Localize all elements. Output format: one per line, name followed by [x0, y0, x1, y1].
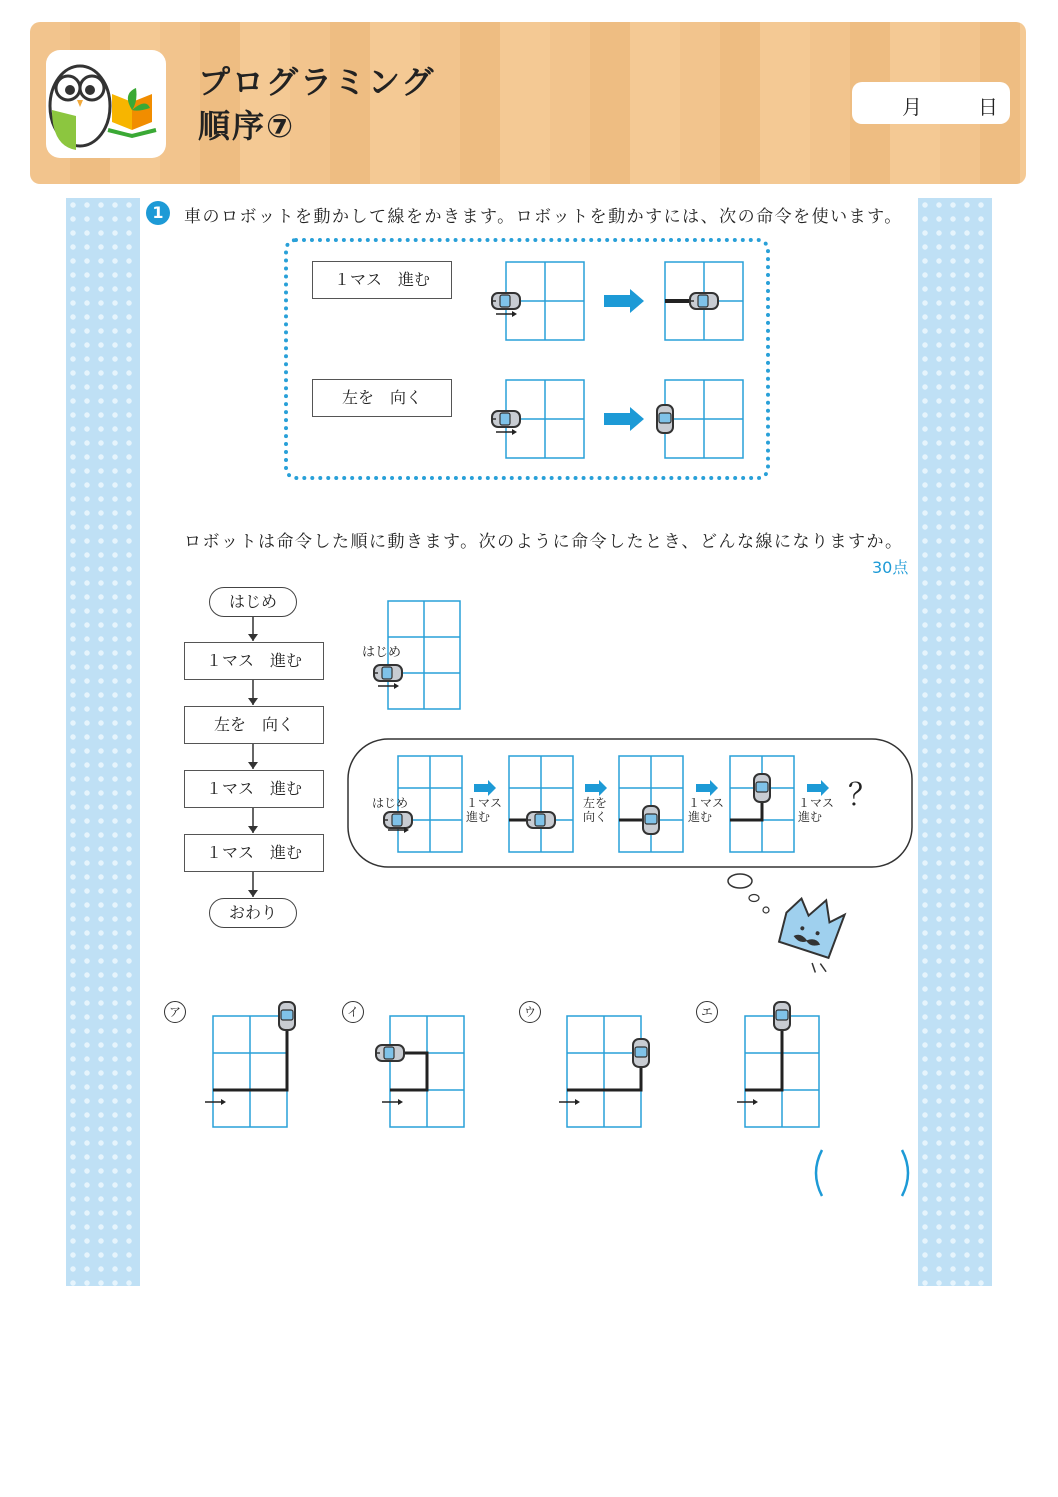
flow-step-4: １マス 進む	[184, 834, 324, 872]
title-line-1: プログラミング	[198, 63, 436, 101]
choice-u-label[interactable]: ウ	[519, 1001, 541, 1023]
bubble-step-label-3: １マス 進む	[688, 796, 725, 824]
bubble-step-label-4: １マス 進む	[798, 796, 835, 824]
grid-start-label: はじめ	[362, 645, 402, 660]
legend-command-forward: １マス 進む	[312, 261, 452, 299]
points-label: 30点	[872, 558, 909, 577]
flow-step-3: １マス 進む	[184, 770, 324, 808]
bubble-question-mark: ？	[848, 778, 878, 813]
question-number-badge: 1	[146, 201, 170, 225]
day-label: 日	[978, 95, 998, 119]
legend-command-turn-left: 左を 向く	[312, 379, 452, 417]
title-line-2: 順序⑦	[198, 107, 296, 145]
choice-a-label[interactable]: ア	[164, 1001, 186, 1023]
choice-e-label[interactable]: エ	[696, 1001, 718, 1023]
question-prompt: ロボットは命令した順に動きます。次のように命令したとき、どんな線になりますか。	[184, 532, 904, 552]
choice-i-label[interactable]: イ	[342, 1001, 364, 1023]
flow-step-2: 左を 向く	[184, 706, 324, 744]
flow-step-1: １マス 進む	[184, 642, 324, 680]
bubble-start-label: はじめ	[372, 796, 409, 810]
answer-box[interactable]	[826, 1152, 898, 1194]
flow-start: はじめ	[209, 587, 297, 617]
bubble-step-label-1: １マス 進む	[466, 796, 503, 824]
flow-end: おわり	[209, 898, 297, 928]
question-intro: 車のロボットを動かして線をかきます。ロボットを動かすには、次の命令を使います。	[184, 207, 903, 227]
month-label: 月	[902, 95, 922, 119]
bubble-step-label-2: 左を 向く	[583, 796, 608, 824]
